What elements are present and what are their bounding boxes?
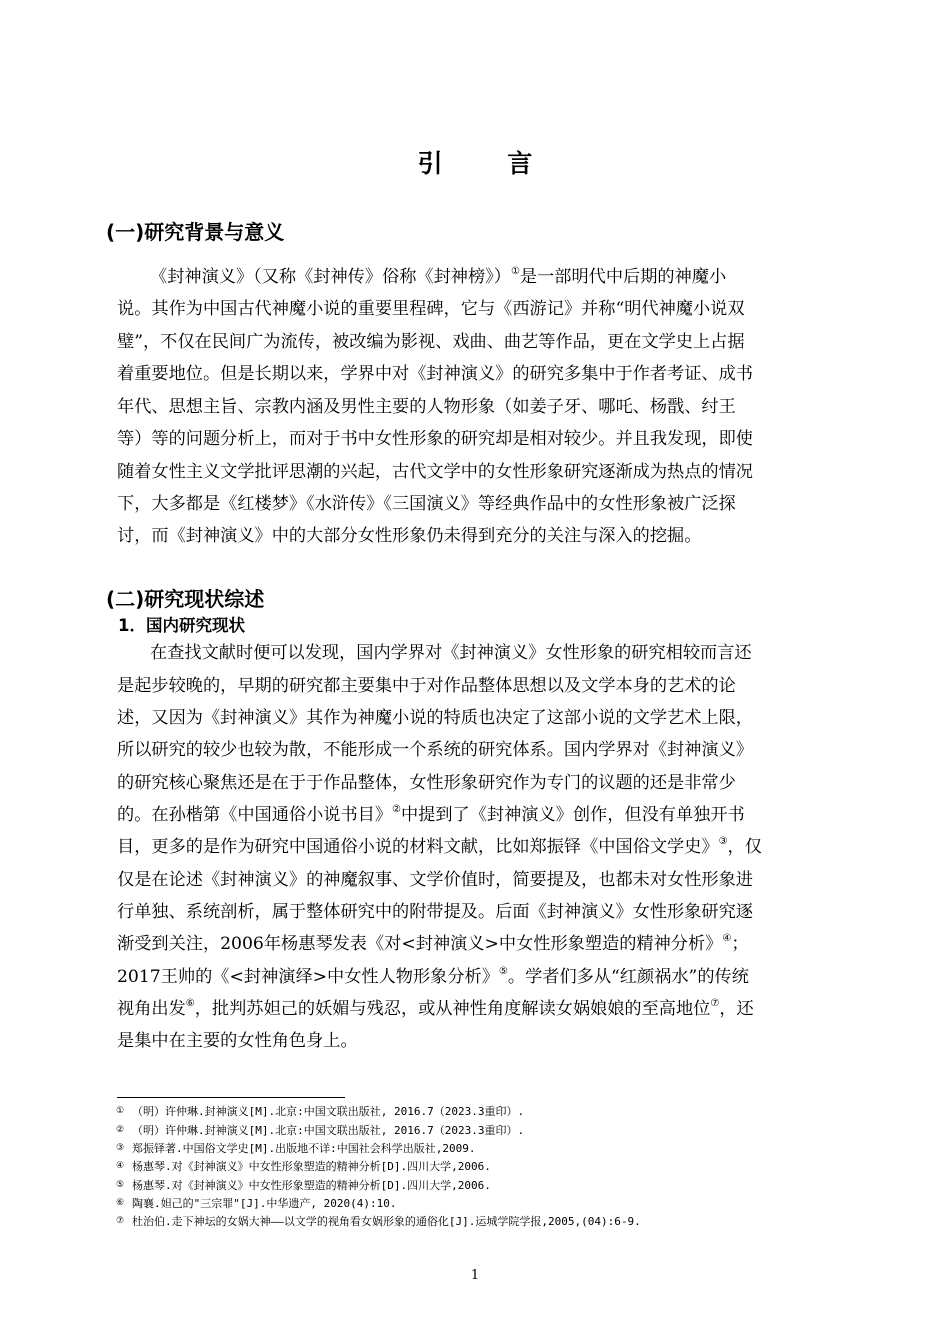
footnote-item: ① （明）许仲琳.封神演义[M].北京:中国文联出版社, 2016.7（2023.3重印）.	[116, 1105, 525, 1118]
footnote-ref[interactable]: ②	[392, 804, 401, 815]
paragraph-line: 随着女性主义文学批评思潮的兴起，古代文学中的女性形象研究逐渐成为热点的情况	[117, 462, 753, 482]
footnote-item: ⑥ 陶襄.妲己的"三宗罪"[J].中华遗产, 2020(4):10.	[116, 1197, 397, 1210]
section-heading-review: (二)研究现状综述	[106, 587, 265, 611]
footnote-mark: ①	[116, 1106, 125, 1116]
footnote-mark: ⑥	[116, 1198, 125, 1208]
paragraph-line: 仅是在论述《封神演义》的神魔叙事、文学价值时，简要提及，也都未对女性形象进	[117, 870, 753, 890]
footnote-ref[interactable]: ⑤	[498, 966, 508, 977]
paragraph-line: 在查找文献时便可以发现，国内学界对《封神演义》女性形象的研究相较而言还	[150, 643, 752, 663]
paragraph-line: 着重要地位。但是长期以来，学界中对《封神演义》的研究多集中于作者考证、成书	[117, 364, 753, 384]
section-heading-background: (一)研究背景与意义	[106, 220, 285, 244]
footnote-ref[interactable]: ⑥	[185, 998, 195, 1009]
paragraph-line: 的研究核心聚焦还是在于于作品整体，女性形象研究作为专门的议题的还是非常少	[117, 773, 736, 793]
paragraph-line: 2017王帅的《<封神演绎>中女性人物形象分析》⑤。学者们多从“红颜祸水”的传统	[117, 966, 749, 987]
footnote-ref[interactable]: ④	[722, 933, 732, 944]
footnote-mark: ④	[116, 1161, 125, 1171]
footnote-item: ⑦ 杜治伯.走下神坛的女娲大神——以文学的视角看女娲形象的通俗化[J].运城学院学报,2005,(04):6-9.	[116, 1215, 641, 1228]
page-number: 1	[470, 1268, 480, 1283]
paragraph-line: 行单独、系统剖析，属于整体研究中的附带提及。后面《封神演义》女性形象研究逐	[117, 902, 753, 922]
paragraph-line: 视角出发⑥，批判苏妲己的妖媚与残忍，或从神性角度解读女娲娘娘的至高地位⑦，还	[117, 998, 754, 1019]
footnote-ref[interactable]: ③	[718, 836, 728, 847]
footnote-separator	[117, 1097, 345, 1098]
paragraph-line: 是起步较晚的，早期的研究都主要集中于对作品整体思想以及文学本身的艺术的论	[117, 676, 736, 696]
paragraph-line: 《封神演义》（又称《封神传》俗称《封神榜》）①是一部明代中后期的神魔小	[150, 266, 727, 287]
footnote-item: ② （明）许仲琳.封神演义[M].北京:中国文联出版社, 2016.7（2023.3重印）.	[116, 1124, 525, 1137]
paragraph-line: 璧”，不仅在民间广为流传，被改编为影视、戏曲、曲艺等作品，更在文学史上占据	[117, 332, 745, 352]
paragraph-line: 所以研究的较少也较为散，不能形成一个系统的研究体系。国内学界对《封神演义》	[117, 740, 753, 760]
footnote-item: ⑤ 杨惠琴.对《封神演义》中女性形象塑造的精神分析[D].四川大学,2006.	[116, 1179, 491, 1192]
footnote-item: ③ 郑振铎著.中国俗文学史[M].出版地不详:中国社会科学出版社,2009.	[116, 1142, 476, 1155]
footnote-ref[interactable]: ⑦	[710, 998, 720, 1009]
paragraph-line: 说。其作为中国古代神魔小说的重要里程碑，它与《西游记》并称“明代神魔小说双	[117, 299, 745, 319]
paragraph-line: 渐受到关注，2006年杨惠琴发表《对<封神演义>中女性形象塑造的精神分析》④；	[117, 933, 749, 954]
footnote-mark: ③	[116, 1143, 125, 1153]
footnote-mark: ⑦	[116, 1216, 125, 1226]
paragraph-line: 的。在孙楷第《中国通俗小说书目》②中提到了《封神演义》创作，但没有单独开书	[117, 804, 745, 825]
page-title: 引 言	[417, 149, 561, 178]
footnote-ref[interactable]: ①	[510, 266, 520, 277]
paragraph-line: 等）等的问题分析上，而对于书中女性形象的研究却是相对较少。并且我发现，即使	[117, 429, 753, 449]
footnote-mark: ⑤	[116, 1180, 125, 1190]
paragraph-line: 讨，而《封神演义》中的大部分女性形象仍未得到充分的关注与深入的挖掘。	[117, 526, 702, 546]
paragraph-line: 目，更多的是作为研究中国通俗小说的材料文献，比如郑振铎《中国俗文学史》③，仅	[117, 836, 762, 857]
paragraph-line: 是集中在主要的女性角色身上。	[117, 1031, 358, 1051]
paragraph-line: 下，大多都是《红楼梦》《水浒传》《三国演义》等经典作品中的女性形象被广泛探	[117, 494, 736, 514]
paragraph-line: 年代、思想主旨、宗教内涵及男性主要的人物形象（如姜子牙、哪吒、杨戬、纣王	[117, 397, 736, 417]
footnote-item: ④ 杨惠琴.对《封神演义》中女性形象塑造的精神分析[D].四川大学,2006.	[116, 1160, 491, 1173]
paragraph-line: 述，又因为《封神演义》其作为神魔小说的特质也决定了这部小说的文学艺术上限，	[117, 708, 753, 728]
subsection-heading-domestic: 1．国内研究现状	[118, 616, 245, 635]
footnote-mark: ②	[116, 1125, 125, 1135]
